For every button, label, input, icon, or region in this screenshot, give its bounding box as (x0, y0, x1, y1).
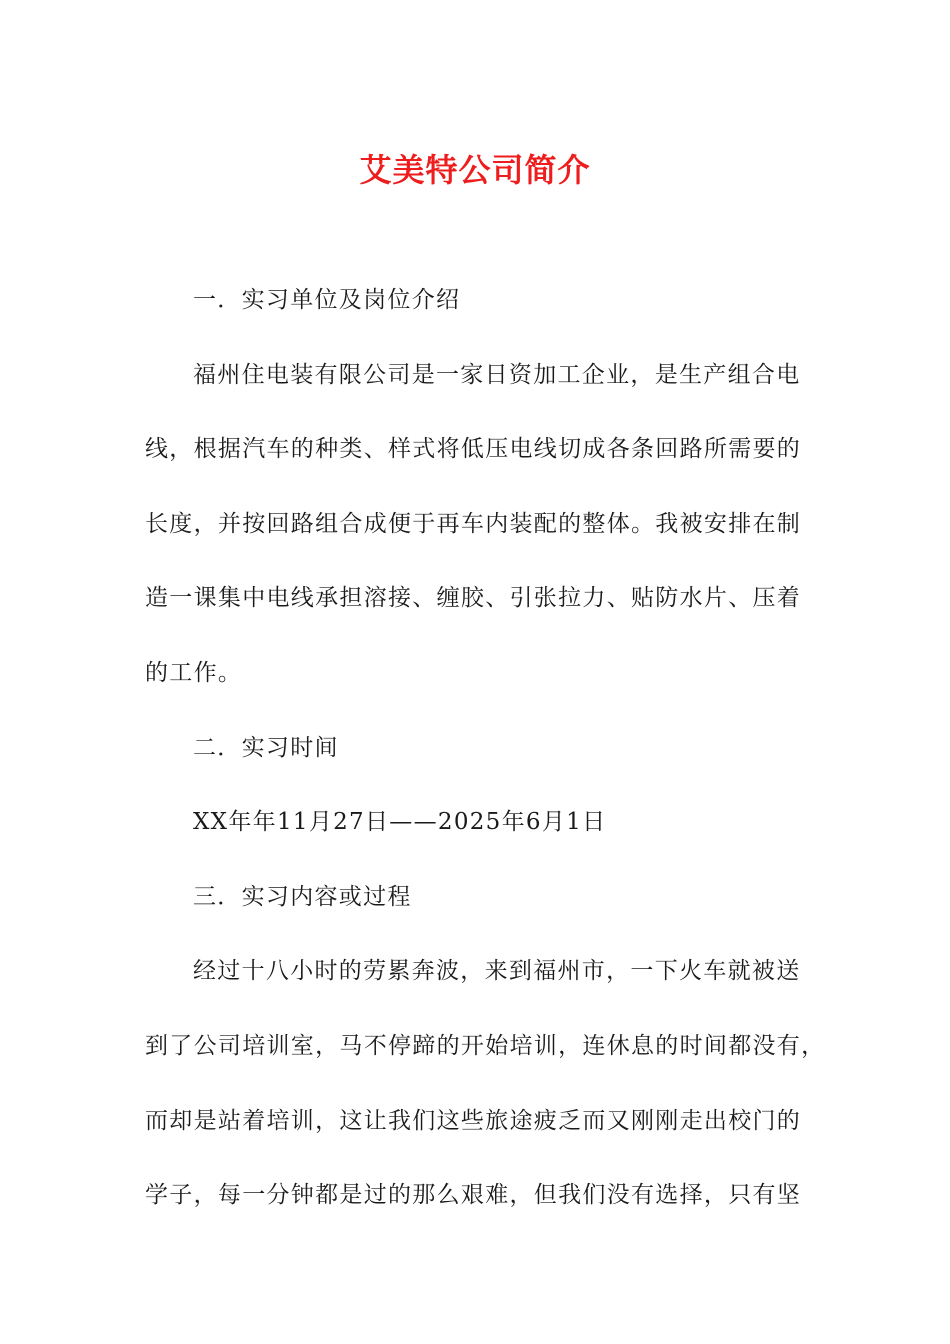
paragraph-line: 福州住电装有限公司是一家日资加工企业，是生产组合电 (193, 362, 801, 388)
section-heading-1: 一．实习单位及岗位介绍 (193, 287, 461, 313)
paragraph-line: 的工作。 (145, 660, 243, 686)
paragraph-line: 经过十八小时的劳累奔波，来到福州市，一下火车就被送 (193, 958, 801, 984)
paragraph-line: 长度，并按回路组合成便于再车内装配的整体。我被安排在制 (145, 511, 802, 537)
internship-dates: XX年年11月27日——2025年6月1日 (193, 809, 607, 835)
paragraph-line: 线，根据汽车的种类、样式将低压电线切成各条回路所需要的 (145, 436, 802, 462)
section-heading-2: 二．实习时间 (193, 735, 339, 761)
paragraph-line: 学子，每一分钟都是过的那么艰难，但我们没有选择，只有坚 (145, 1182, 802, 1208)
section-heading-3: 三．实习内容或过程 (193, 884, 412, 910)
paragraph-line: 到了公司培训室，马不停蹄的开始培训，连休息的时间都没有， (145, 1033, 826, 1059)
paragraph-line: 而却是站着培训，这让我们这些旅途疲乏而又刚刚走出校门的 (145, 1108, 802, 1134)
document-title: 艾美特公司简介 (359, 151, 591, 189)
paragraph-line: 造一课集中电线承担溶接、缠胶、引张拉力、贴防水片、压着 (145, 585, 802, 611)
